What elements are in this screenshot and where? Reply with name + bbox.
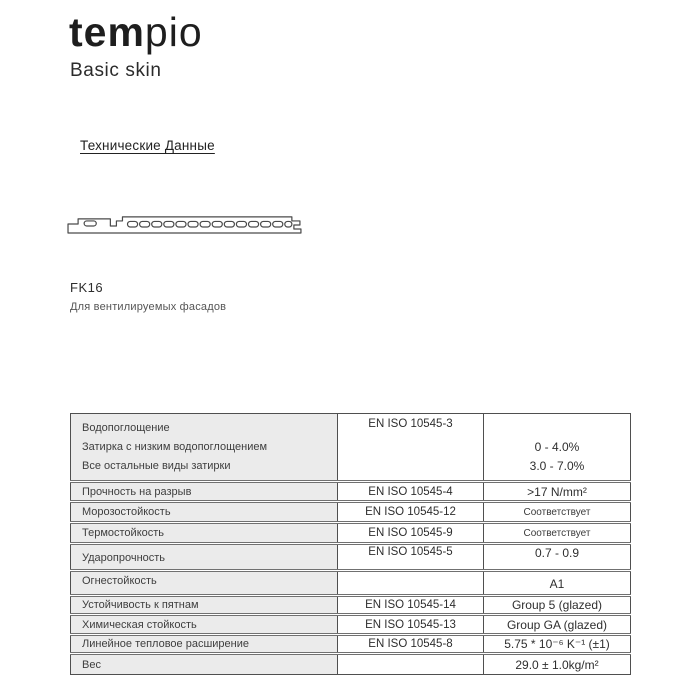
spec-parameter-cell: Прочность на разрыв <box>71 482 338 502</box>
section-heading-technical-data: Технические Данные <box>80 138 215 153</box>
spec-standard-cell: EN ISO 10545-4 <box>338 482 484 502</box>
spec-parameter-cell: Химическая стойкость <box>71 615 338 635</box>
table-row <box>71 635 631 654</box>
table-row <box>71 544 631 571</box>
spec-table <box>70 413 631 675</box>
technical-data-table <box>70 413 630 675</box>
spec-value-cell: Соответствует <box>484 523 631 544</box>
spec-standard-cell: EN ISO 10545-9 <box>338 523 484 544</box>
spec-standard-cell <box>338 654 484 675</box>
product-line-subtitle: Basic skin <box>70 60 162 81</box>
table-row <box>71 523 631 544</box>
product-code: FK16 <box>70 280 104 295</box>
table-row <box>71 414 631 482</box>
table-row <box>71 596 631 615</box>
spec-value-cell: 0.7 - 0.9 <box>484 544 631 571</box>
spec-value-cell: 0 - 4.0% 3.0 - 7.0% <box>484 414 631 482</box>
spec-standard-cell: EN ISO 10545-12 <box>338 502 484 523</box>
spec-standard-cell: EN ISO 10545-3 <box>338 414 484 482</box>
spec-standard-cell <box>338 571 484 596</box>
spec-parameter-cell: Огнестойкость <box>71 571 338 596</box>
spec-parameter-cell: Термостойкость <box>71 523 338 544</box>
spec-parameter-cell: Устойчивость к пятнам <box>71 596 338 615</box>
spec-value-cell: Group 5 (glazed) <box>484 596 631 615</box>
spec-value-cell: Group GA (glazed) <box>484 615 631 635</box>
spec-standard-cell: EN ISO 10545-13 <box>338 615 484 635</box>
spec-table-body <box>71 414 631 675</box>
spec-parameter-cell: Линейное тепловое расширение <box>71 635 338 654</box>
spec-value-cell: 5.75 * 10⁻⁶ K⁻¹ (±1) <box>484 635 631 654</box>
spec-value-cell: Соответствует <box>484 502 631 523</box>
table-row <box>71 482 631 502</box>
brand-logo-bold-part: tem <box>69 9 145 55</box>
spec-parameter-cell: Ударопрочность <box>71 544 338 571</box>
spec-value-cell: >17 N/mm² <box>484 482 631 502</box>
table-row <box>71 571 631 596</box>
spec-parameter-cell: Вес <box>71 654 338 675</box>
spec-standard-cell: EN ISO 10545-8 <box>338 635 484 654</box>
spec-value-cell: 29.0 ± 1.0kg/m² <box>484 654 631 675</box>
table-row <box>71 502 631 523</box>
panel-cross-section-drawing <box>66 211 308 247</box>
table-row <box>71 615 631 635</box>
spec-parameter-cell: Морозостойкость <box>71 502 338 523</box>
spec-standard-cell: EN ISO 10545-14 <box>338 596 484 615</box>
brand-logo-light-part: pio <box>144 9 203 55</box>
spec-standard-cell: EN ISO 10545-5 <box>338 544 484 571</box>
spec-value-cell: A1 <box>484 571 631 596</box>
product-description: Для вентилируемых фасадов <box>70 301 227 313</box>
table-row <box>71 654 631 675</box>
spec-parameter-cell: Водопоглощение Затирка с низким водопоглощением Все остальные виды затирки <box>71 414 338 482</box>
brand-logo <box>69 10 203 55</box>
